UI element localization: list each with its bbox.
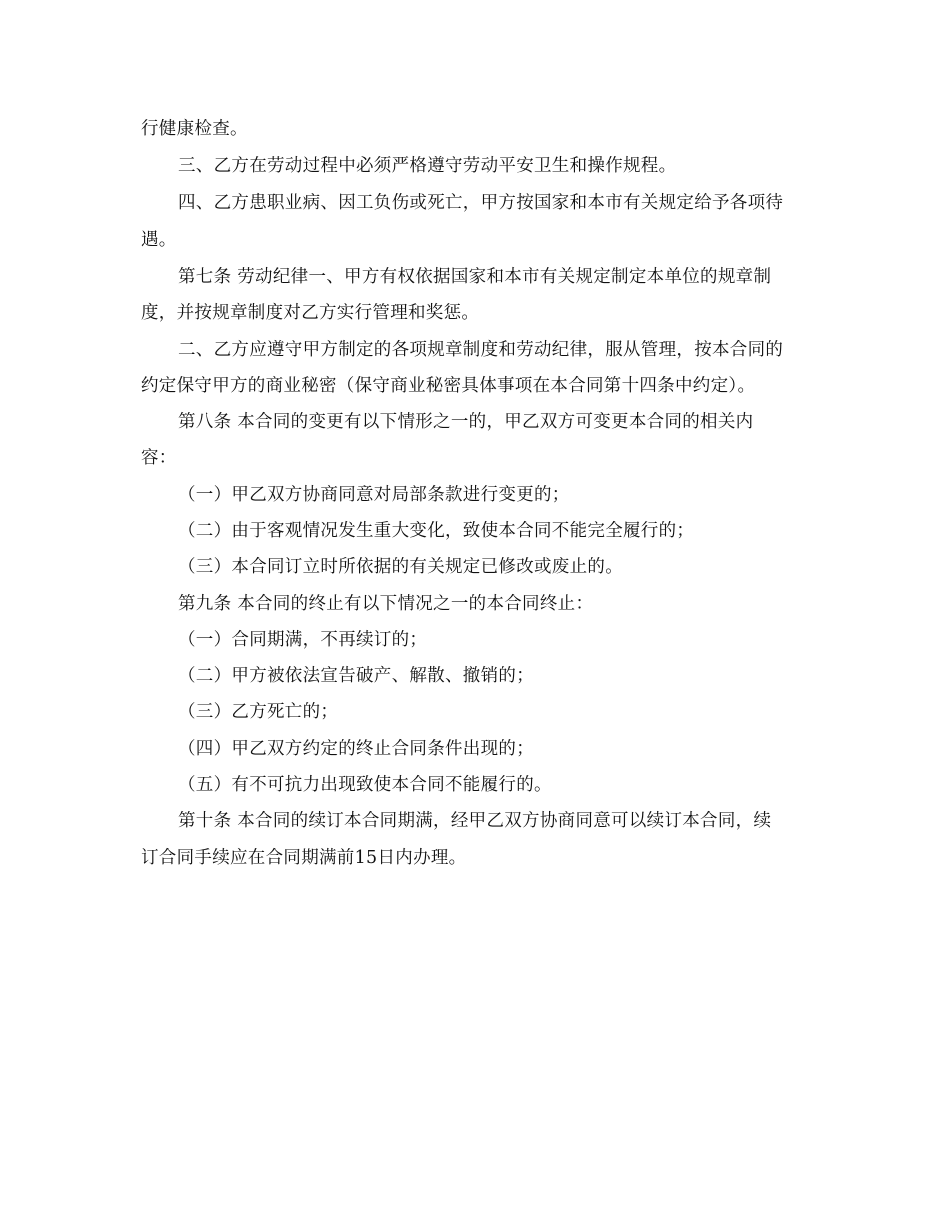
list-item: （二）甲方被依法宣告破产、解散、撤销的； — [178, 666, 534, 686]
text-line: 第七条 劳动纪律一、甲方有权依据国家和本市有关规定制定本单位的规章制 — [178, 267, 772, 287]
text-line: 容： — [141, 448, 177, 468]
list-item: （五）有不可抗力出现致使本合同不能履行的。 — [178, 775, 552, 795]
text-line: 订合同手续应在合同期满前15日内办理。 — [141, 848, 467, 868]
list-item: （三）本合同订立时所依据的有关规定已修改或废止的。 — [178, 557, 623, 577]
list-item: （四）甲乙双方约定的终止合同条件出现的； — [178, 739, 534, 759]
text-line: 二、乙方应遵守甲方制定的各项规章制度和劳动纪律，服从管理，按本合同的 — [178, 340, 784, 360]
list-item: （一）合同期满，不再续订的； — [178, 630, 428, 650]
text-line: 第八条 本合同的变更有以下情形之一的，甲乙双方可变更本合同的相关内 — [178, 412, 754, 432]
text-line: 行健康检查。 — [141, 119, 248, 139]
list-item: （二）由于客观情况发生重大变化，致使本合同不能完全履行的； — [178, 521, 695, 541]
text-line: 度，并按规章制度对乙方实行管理和奖惩。 — [141, 303, 480, 323]
text-line: 约定保守甲方的商业秘密（保守商业秘密具体事项在本合同第十四条中约定）。 — [141, 376, 756, 396]
text-line: 四、乙方患职业病、因工负伤或死亡，甲方按国家和本市有关规定给予各项待 — [178, 193, 784, 213]
text-line: 第九条 本合同的终止有以下情况之一的本合同终止： — [178, 594, 594, 614]
text-line: 第十条 本合同的续订本合同期满，经甲乙双方协商同意可以续订本合同，续 — [178, 811, 772, 831]
text-line: 遇。 — [141, 230, 177, 250]
text-line: 三、乙方在劳动过程中必须严格遵守劳动平安卫生和操作规程。 — [178, 156, 677, 176]
list-item: （三）乙方死亡的； — [178, 702, 339, 722]
list-item: （一）甲乙双方协商同意对局部条款进行变更的； — [178, 485, 570, 505]
